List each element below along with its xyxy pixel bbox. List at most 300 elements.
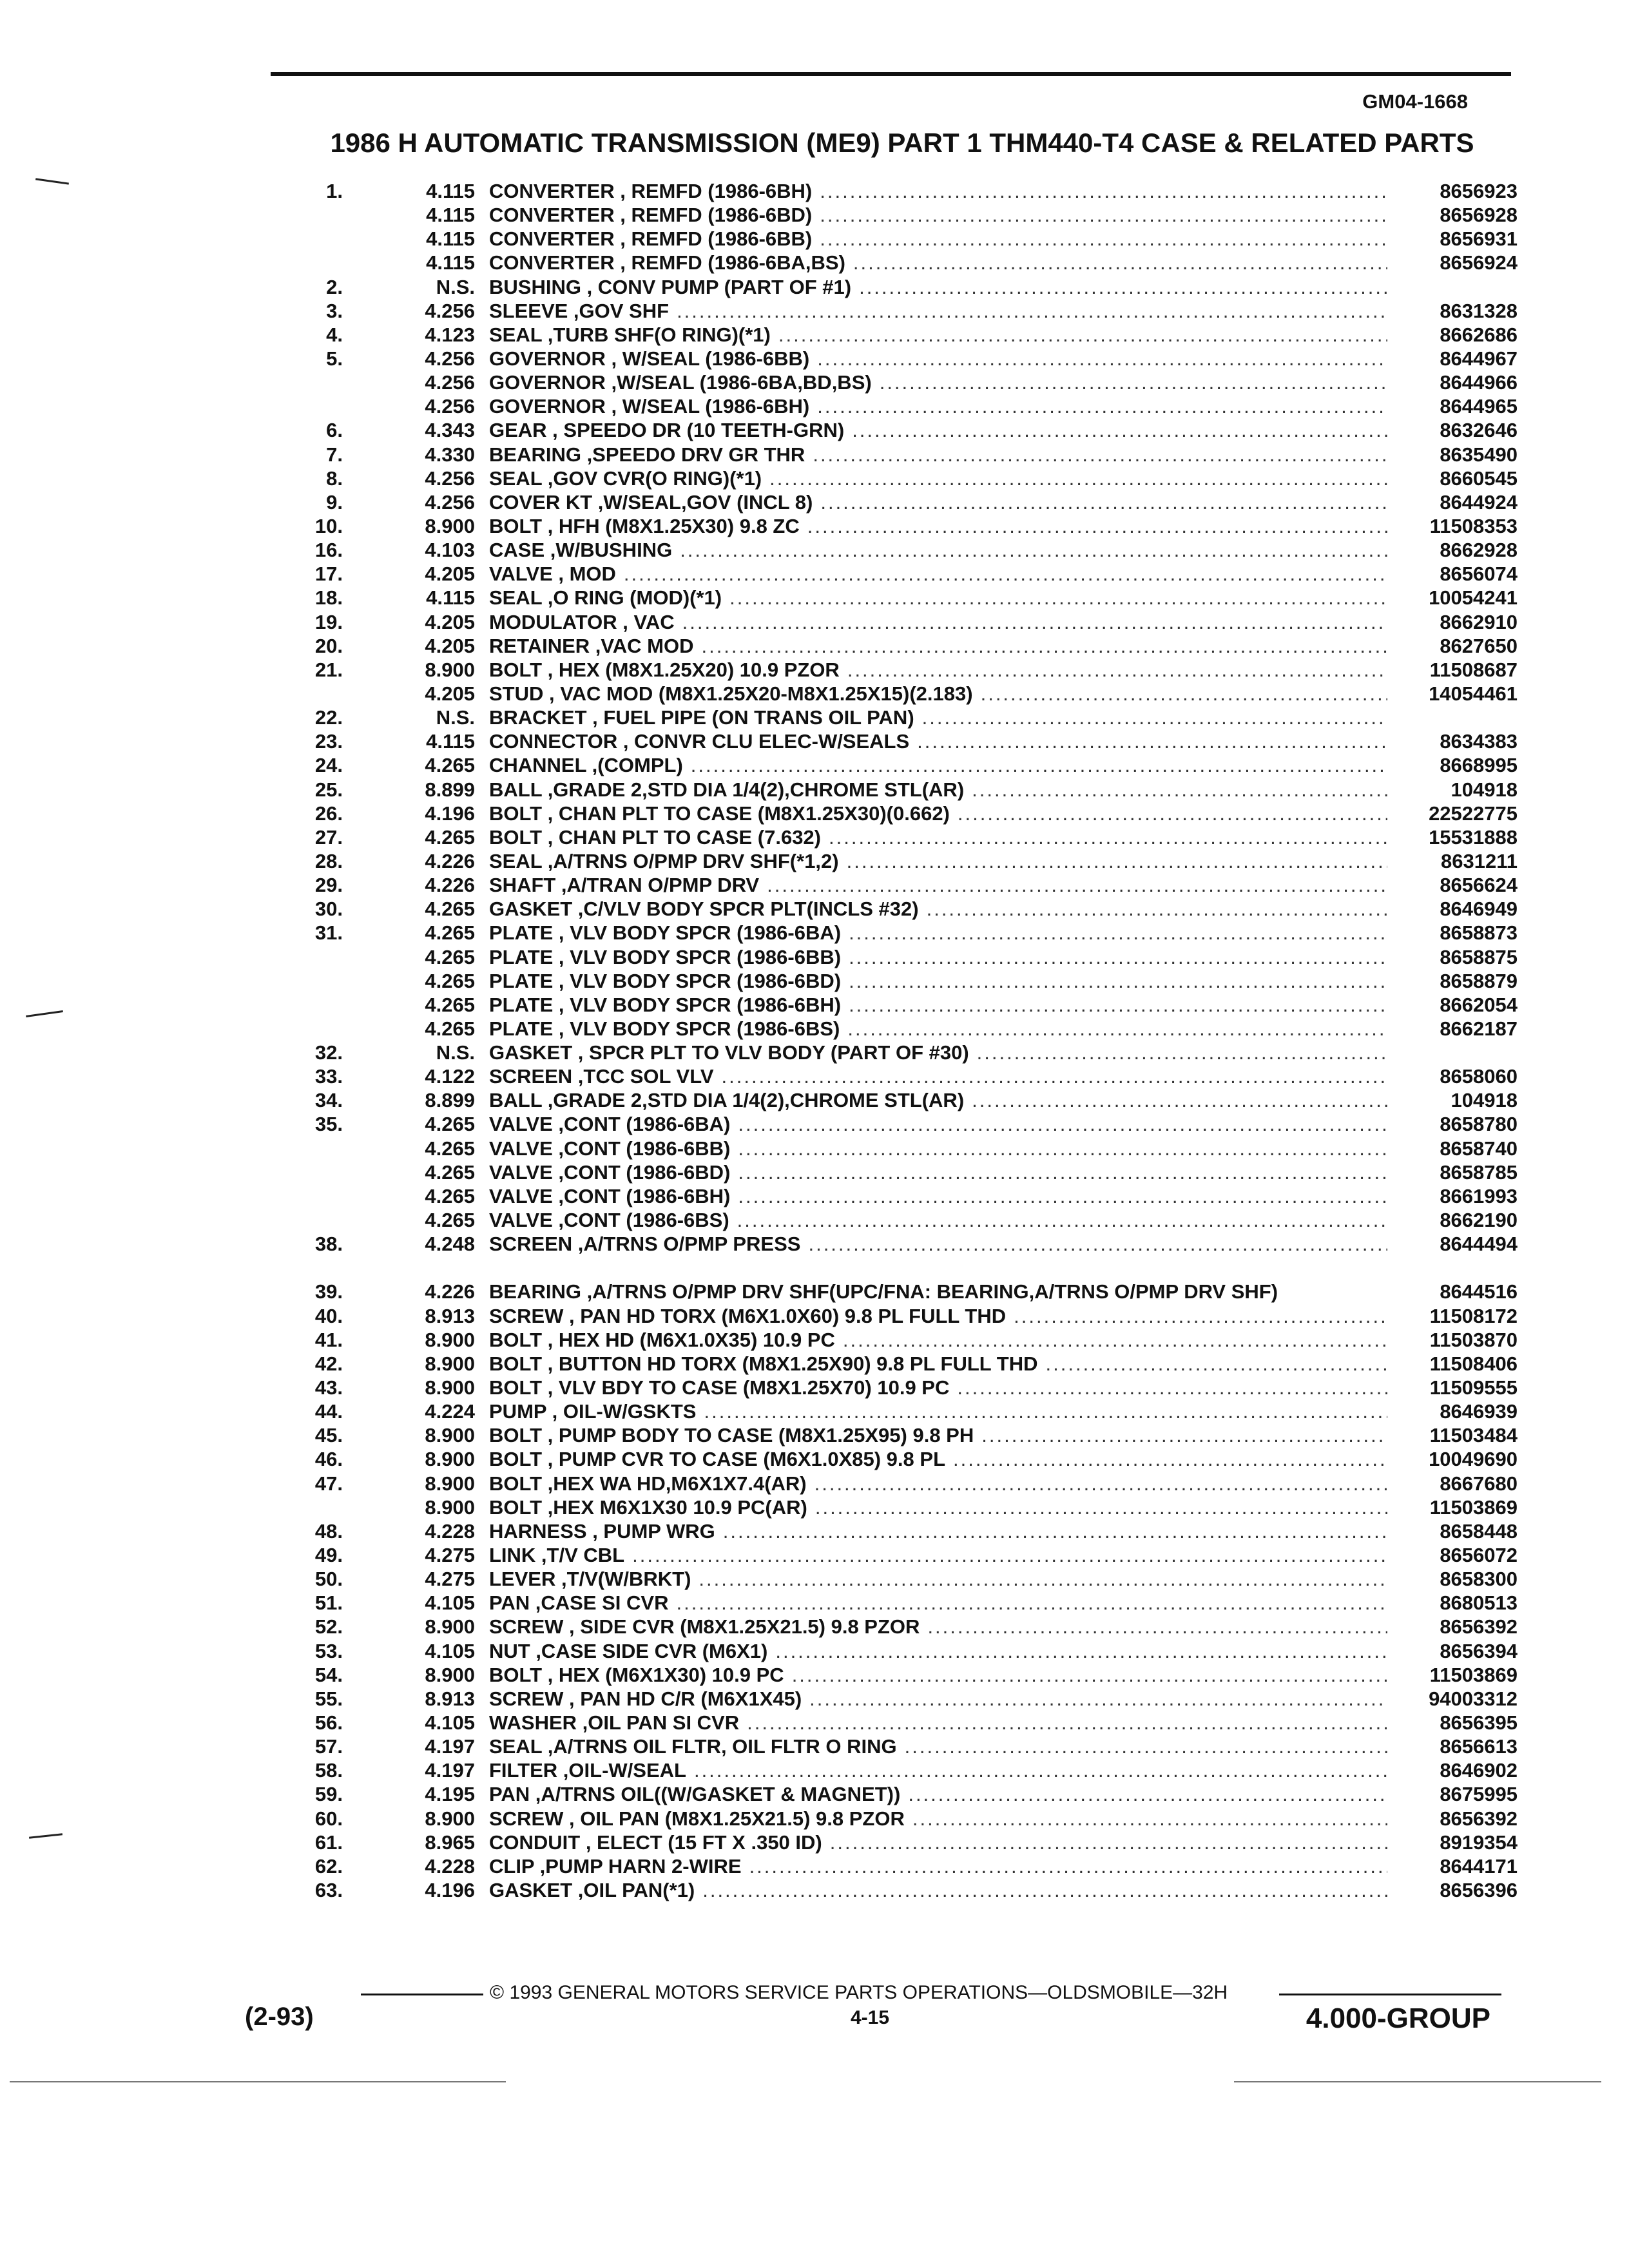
part-description: SEAL ,O RING (MOD)(*1) bbox=[489, 586, 722, 610]
description-cell bbox=[475, 275, 1395, 299]
leader-dots bbox=[694, 1758, 1387, 1782]
group-number: 8.900 bbox=[425, 1376, 475, 1399]
part-number: 8658448 bbox=[1440, 1519, 1518, 1542]
group-number: 4.105 bbox=[425, 1711, 475, 1735]
description-cell bbox=[475, 1735, 1395, 1758]
group-number: 4.115 bbox=[426, 586, 475, 610]
part-description: PAN ,A/TRNS OIL((W/GASKET & MAGNET)) bbox=[489, 1783, 901, 1806]
part-number: 8668995 bbox=[1440, 754, 1518, 777]
leader-dots bbox=[699, 1567, 1387, 1591]
part-number: 8661993 bbox=[1440, 1184, 1518, 1207]
description-cell bbox=[475, 969, 1395, 993]
part-row bbox=[271, 706, 1518, 729]
bottom-rule-left bbox=[10, 2081, 506, 2082]
group-number: 4.265 bbox=[425, 1184, 475, 1207]
part-row bbox=[271, 849, 1518, 873]
part-number: 8627650 bbox=[1440, 634, 1518, 657]
part-row bbox=[271, 1711, 1518, 1735]
part-number: 8656928 bbox=[1440, 204, 1518, 227]
description-cell bbox=[475, 1591, 1395, 1615]
document-id: GM04-1668 bbox=[1362, 90, 1468, 113]
part-row bbox=[271, 1184, 1518, 1208]
ref-number: 34. bbox=[314, 1089, 343, 1112]
part-row bbox=[271, 1472, 1518, 1495]
part-description: BRACKET , FUEL PIPE (ON TRANS OIL PAN) bbox=[489, 706, 914, 729]
part-row bbox=[271, 753, 1518, 777]
description-cell bbox=[475, 1831, 1395, 1854]
group-number: 8.900 bbox=[425, 1472, 475, 1495]
group-number: 4.123 bbox=[425, 323, 475, 346]
group-number: 4.115 bbox=[426, 180, 475, 202]
ref-number: 33. bbox=[314, 1065, 343, 1088]
description-cell bbox=[475, 1280, 1395, 1303]
part-description: PLATE , VLV BODY SPCR (1986-6BD) bbox=[489, 969, 842, 992]
part-description: BUSHING , CONV PUMP (PART OF #1) bbox=[489, 275, 852, 298]
group-number: 8.900 bbox=[425, 1424, 475, 1447]
group-number: 4.224 bbox=[425, 1400, 475, 1423]
part-row bbox=[271, 921, 1518, 945]
part-number: 8658300 bbox=[1440, 1568, 1518, 1591]
part-number: 8656072 bbox=[1440, 1544, 1518, 1567]
leader-dots bbox=[859, 275, 1387, 299]
description-cell bbox=[475, 1208, 1395, 1232]
group-number: 4.265 bbox=[425, 1160, 475, 1184]
leader-dots bbox=[849, 969, 1387, 993]
part-description: BOLT , HEX HD (M6X1.0X35) 10.9 PC bbox=[489, 1328, 835, 1351]
part-description: BOLT , HEX (M8X1.25X20) 10.9 PZOR bbox=[489, 658, 840, 681]
leader-dots bbox=[738, 1160, 1387, 1184]
part-description: BOLT ,HEX M6X1X30 10.9 PC(AR) bbox=[489, 1495, 807, 1519]
part-row bbox=[271, 466, 1518, 490]
part-description: BOLT ,HEX WA HD,M6X1X7.4(AR) bbox=[489, 1472, 807, 1495]
part-description: CONVERTER , REMFD (1986-6BD) bbox=[489, 204, 813, 227]
part-row bbox=[271, 1064, 1518, 1088]
group-number: 4.275 bbox=[425, 1568, 475, 1591]
part-number: 8658060 bbox=[1440, 1065, 1518, 1088]
leader-dots bbox=[792, 1663, 1387, 1687]
part-description: BOLT , CHAN PLT TO CASE (7.632) bbox=[489, 825, 821, 849]
ref-number: 43. bbox=[314, 1376, 343, 1399]
part-number: 8656924 bbox=[1440, 251, 1518, 274]
part-number: 8662686 bbox=[1440, 323, 1518, 346]
part-description: GOVERNOR , W/SEAL (1986-6BB) bbox=[489, 347, 810, 370]
footer-rule-left bbox=[361, 1994, 483, 1995]
part-row bbox=[271, 658, 1518, 682]
part-number: 8646939 bbox=[1440, 1400, 1518, 1423]
leader-dots bbox=[820, 179, 1387, 203]
ref-number: 7. bbox=[326, 443, 343, 466]
part-description: CASE ,W/BUSHING bbox=[489, 539, 673, 562]
group-label: 4.000-GROUP bbox=[1306, 2003, 1490, 2034]
group-number: 8.913 bbox=[425, 1687, 475, 1710]
description-cell bbox=[475, 1663, 1395, 1687]
part-description: PLATE , VLV BODY SPCR (1986-6BS) bbox=[489, 1017, 840, 1040]
description-cell bbox=[475, 729, 1395, 753]
parts-list bbox=[271, 179, 1518, 1902]
description-cell bbox=[475, 897, 1395, 921]
group-number: 8.900 bbox=[425, 1328, 475, 1351]
group-number: 4.265 bbox=[425, 993, 475, 1016]
ref-number: 54. bbox=[314, 1663, 343, 1686]
part-row bbox=[271, 993, 1518, 1017]
part-description: RETAINER ,VAC MOD bbox=[489, 634, 694, 657]
description-cell bbox=[475, 227, 1395, 251]
part-row bbox=[271, 1519, 1518, 1543]
group-number: 8.900 bbox=[425, 1448, 475, 1471]
description-cell bbox=[475, 1639, 1395, 1663]
ref-number: 4. bbox=[326, 323, 343, 346]
description-cell bbox=[475, 347, 1395, 370]
part-description: GASKET ,C/VLV BODY SPCR PLT(INCLS #32) bbox=[489, 898, 919, 921]
leader-dots bbox=[704, 1399, 1388, 1423]
description-cell bbox=[475, 562, 1395, 586]
group-number: 8.900 bbox=[425, 1352, 475, 1375]
part-number: 8656392 bbox=[1440, 1807, 1518, 1830]
leader-dots bbox=[958, 802, 1387, 825]
part-description: SEAL ,TURB SHF(O RING)(*1) bbox=[489, 323, 771, 346]
leader-dots bbox=[849, 921, 1387, 945]
part-row bbox=[271, 418, 1518, 442]
leader-dots bbox=[813, 443, 1387, 466]
leader-dots bbox=[815, 1495, 1387, 1519]
part-row bbox=[271, 394, 1518, 418]
leader-dots bbox=[767, 873, 1387, 897]
part-description: BOLT , PUMP BODY TO CASE (M8X1.25X95) 9.8 PH bbox=[489, 1424, 974, 1447]
leader-dots bbox=[747, 1711, 1387, 1735]
part-description: BOLT , CHAN PLT TO CASE (M8X1.25X30)(0.662) bbox=[489, 802, 950, 825]
part-row bbox=[271, 682, 1518, 706]
description-cell bbox=[475, 514, 1395, 538]
leader-dots bbox=[820, 490, 1387, 514]
leader-dots bbox=[1046, 1352, 1388, 1376]
group-number: 8.899 bbox=[425, 1089, 475, 1112]
leader-dots bbox=[817, 394, 1387, 418]
margin-mark bbox=[26, 1010, 63, 1017]
group-number: 4.256 bbox=[425, 466, 475, 490]
ref-number: 26. bbox=[314, 802, 343, 825]
group-number: 4.265 bbox=[425, 921, 475, 945]
part-description: VALVE ,CONT (1986-6BH) bbox=[489, 1184, 731, 1207]
part-row bbox=[271, 1017, 1518, 1041]
leader-dots bbox=[981, 682, 1387, 706]
ref-number: 57. bbox=[314, 1735, 343, 1758]
ref-number: 6. bbox=[326, 419, 343, 442]
leader-dots bbox=[847, 849, 1387, 873]
part-description: BALL ,GRADE 2,STD DIA 1/4(2),CHROME STL(AR) bbox=[489, 1089, 965, 1112]
leader-dots bbox=[972, 1088, 1387, 1112]
part-number: 8644516 bbox=[1440, 1280, 1518, 1303]
ref-number: 24. bbox=[314, 754, 343, 777]
part-number: 8658879 bbox=[1440, 969, 1518, 992]
description-cell bbox=[475, 1399, 1395, 1423]
part-row bbox=[271, 251, 1518, 274]
leader-dots bbox=[738, 1184, 1387, 1208]
description-cell bbox=[475, 466, 1395, 490]
part-description: GASKET ,OIL PAN(*1) bbox=[489, 1879, 695, 1901]
leader-dots bbox=[829, 825, 1387, 849]
part-description: GEAR , SPEEDO DR (10 TEETH-GRN) bbox=[489, 419, 845, 442]
part-row bbox=[271, 945, 1518, 969]
part-number: 8631211 bbox=[1441, 849, 1518, 872]
part-number: 11503870 bbox=[1429, 1328, 1518, 1351]
group-number: 4.205 bbox=[425, 634, 475, 657]
group-number: 4.226 bbox=[425, 849, 475, 872]
group-number: 4.196 bbox=[425, 802, 475, 825]
part-row bbox=[271, 1328, 1518, 1352]
group-number: 4.265 bbox=[425, 1017, 475, 1040]
description-cell bbox=[475, 490, 1395, 514]
group-number: 4.256 bbox=[425, 490, 475, 514]
part-description: BOLT , HEX (M6X1X30) 10.9 PC bbox=[489, 1663, 784, 1686]
part-row bbox=[271, 873, 1518, 897]
ref-number: 44. bbox=[314, 1400, 343, 1423]
leader-dots bbox=[981, 1423, 1387, 1447]
group-number: 4.226 bbox=[425, 874, 475, 897]
group-number: 4.248 bbox=[425, 1233, 475, 1256]
group-number: 4.205 bbox=[425, 562, 475, 586]
part-description: PLATE , VLV BODY SPCR (1986-6BH) bbox=[489, 993, 842, 1016]
part-description: LINK ,T/V CBL bbox=[489, 1544, 625, 1567]
ref-number: 35. bbox=[314, 1113, 343, 1136]
description-cell bbox=[475, 1304, 1395, 1328]
ref-number: 39. bbox=[314, 1280, 343, 1303]
group-number: 4.265 bbox=[425, 945, 475, 968]
group-number: 4.265 bbox=[425, 1209, 475, 1232]
leader-dots bbox=[843, 1328, 1387, 1352]
part-description: SCREEN ,A/TRNS O/PMP PRESS bbox=[489, 1233, 801, 1256]
part-row bbox=[271, 1663, 1518, 1687]
group-number: 4.115 bbox=[426, 227, 475, 251]
part-number: 94003312 bbox=[1429, 1687, 1518, 1710]
ref-number: 60. bbox=[314, 1807, 343, 1830]
part-row bbox=[271, 1831, 1518, 1854]
ref-number: 5. bbox=[326, 347, 343, 370]
group-number: 4.228 bbox=[425, 1519, 475, 1542]
part-number: 14054461 bbox=[1429, 682, 1518, 705]
part-description: BOLT , PUMP CVR TO CASE (M6X1.0X85) 9.8 PL bbox=[489, 1448, 946, 1471]
part-row bbox=[271, 1160, 1518, 1184]
description-cell bbox=[475, 299, 1395, 323]
part-description: CLIP ,PUMP HARN 2-WIRE bbox=[489, 1854, 742, 1878]
description-cell bbox=[475, 753, 1395, 777]
part-description: HARNESS , PUMP WRG bbox=[489, 1519, 715, 1542]
leader-dots bbox=[817, 347, 1387, 370]
part-description: NUT ,CASE SIDE CVR (M6X1) bbox=[489, 1639, 768, 1662]
part-description: CONVERTER , REMFD (1986-6BA,BS) bbox=[489, 251, 845, 274]
part-number: 8658785 bbox=[1440, 1160, 1518, 1184]
ref-number: 21. bbox=[314, 658, 343, 681]
ref-number: 16. bbox=[314, 539, 343, 562]
part-number: 8662910 bbox=[1440, 610, 1518, 633]
part-row bbox=[271, 1447, 1518, 1471]
part-row bbox=[271, 1758, 1518, 1782]
ref-number: 10. bbox=[314, 514, 343, 537]
part-row bbox=[271, 347, 1518, 370]
part-description: BOLT , BUTTON HD TORX (M8X1.25X90) 9.8 PL FULL THD bbox=[489, 1352, 1038, 1375]
part-row bbox=[271, 802, 1518, 825]
part-row bbox=[271, 1399, 1518, 1423]
description-cell bbox=[475, 802, 1395, 825]
group-number: 4.256 bbox=[425, 371, 475, 394]
part-description: SEAL ,A/TRNS O/PMP DRV SHF(*1,2) bbox=[489, 849, 839, 872]
header-rule bbox=[271, 72, 1511, 76]
description-cell bbox=[475, 1352, 1395, 1376]
leader-dots bbox=[905, 1735, 1387, 1758]
group-number: 4.195 bbox=[425, 1783, 475, 1806]
description-cell bbox=[475, 1232, 1395, 1256]
part-number: 8644965 bbox=[1440, 395, 1518, 418]
part-number: 8656923 bbox=[1440, 180, 1518, 202]
part-row bbox=[271, 370, 1518, 394]
ref-number: 3. bbox=[326, 299, 343, 322]
leader-dots bbox=[849, 993, 1387, 1017]
leader-dots bbox=[1014, 1304, 1387, 1328]
part-row bbox=[271, 1854, 1518, 1878]
part-row bbox=[271, 610, 1518, 634]
leader-dots bbox=[912, 1807, 1387, 1831]
part-number: 104918 bbox=[1451, 778, 1518, 801]
part-number: 8658875 bbox=[1440, 945, 1518, 968]
group-number: 8.900 bbox=[425, 1615, 475, 1639]
bottom-rule-right bbox=[1234, 2081, 1601, 2082]
ref-number: 20. bbox=[314, 634, 343, 657]
group-number: 4.122 bbox=[425, 1065, 475, 1088]
leader-dots bbox=[849, 945, 1387, 969]
leader-dots bbox=[972, 778, 1387, 802]
part-number: 11503869 bbox=[1429, 1663, 1518, 1686]
part-row bbox=[271, 490, 1518, 514]
ref-number: 45. bbox=[314, 1424, 343, 1447]
part-number: 8662187 bbox=[1440, 1017, 1518, 1040]
part-row bbox=[271, 299, 1518, 323]
description-cell bbox=[475, 634, 1395, 658]
part-number: 8634383 bbox=[1440, 730, 1518, 753]
part-number: 8658740 bbox=[1440, 1137, 1518, 1160]
part-row bbox=[271, 227, 1518, 251]
part-row bbox=[271, 1137, 1518, 1160]
leader-dots bbox=[624, 562, 1387, 586]
description-cell bbox=[475, 1687, 1395, 1711]
part-number: 8631328 bbox=[1440, 299, 1518, 322]
part-description: VALVE ,CONT (1986-6BS) bbox=[489, 1209, 729, 1232]
part-description: WASHER ,OIL PAN SI CVR bbox=[489, 1711, 740, 1735]
leader-dots bbox=[738, 1137, 1387, 1160]
group-number: N.S. bbox=[436, 275, 475, 298]
ref-number: 46. bbox=[314, 1448, 343, 1471]
description-cell bbox=[475, 921, 1395, 945]
part-row bbox=[271, 1423, 1518, 1447]
ref-number: 41. bbox=[314, 1328, 343, 1351]
part-number: 11509555 bbox=[1429, 1376, 1518, 1399]
description-cell bbox=[475, 1423, 1395, 1447]
part-number: 22522775 bbox=[1429, 802, 1518, 825]
ref-number: 59. bbox=[314, 1783, 343, 1806]
description-cell bbox=[475, 586, 1395, 610]
part-number: 8675995 bbox=[1440, 1783, 1518, 1806]
description-cell bbox=[475, 1854, 1395, 1878]
part-number: 8656613 bbox=[1440, 1735, 1518, 1758]
description-cell bbox=[475, 1137, 1395, 1160]
part-number: 8680513 bbox=[1440, 1591, 1518, 1615]
description-cell bbox=[475, 1017, 1395, 1041]
part-number: 11508406 bbox=[1429, 1352, 1518, 1375]
group-number: 4.256 bbox=[425, 395, 475, 418]
part-description: BALL ,GRADE 2,STD DIA 1/4(2),CHROME STL(AR) bbox=[489, 778, 965, 801]
part-description: VALVE , MOD bbox=[489, 562, 616, 586]
part-number: 8662054 bbox=[1440, 993, 1518, 1016]
part-description: CONNECTOR , CONVR CLU ELEC-W/SEALS bbox=[489, 730, 910, 753]
part-number: 11503484 bbox=[1429, 1424, 1518, 1447]
leader-dots bbox=[632, 1543, 1387, 1567]
revision-date: (2-93) bbox=[245, 2003, 314, 2031]
part-description: PUMP , OIL-W/GSKTS bbox=[489, 1400, 697, 1423]
ref-number: 42. bbox=[314, 1352, 343, 1375]
description-cell bbox=[475, 1615, 1395, 1639]
part-description: VALVE ,CONT (1986-6BD) bbox=[489, 1160, 731, 1184]
part-description: BOLT , VLV BDY TO CASE (M8X1.25X70) 10.9 PC bbox=[489, 1376, 950, 1399]
description-cell bbox=[475, 1758, 1395, 1782]
description-cell bbox=[475, 993, 1395, 1017]
part-description: BOLT , HFH (M8X1.25X30) 9.8 ZC bbox=[489, 514, 800, 537]
part-description: CONVERTER , REMFD (1986-6BH) bbox=[489, 180, 813, 202]
part-row bbox=[271, 323, 1518, 347]
leader-dots bbox=[722, 1064, 1387, 1088]
description-cell bbox=[475, 443, 1395, 466]
description-cell bbox=[475, 778, 1395, 802]
leader-dots bbox=[815, 1472, 1387, 1495]
part-number: 8644967 bbox=[1440, 347, 1518, 370]
part-number: 8644924 bbox=[1440, 490, 1518, 514]
group-number: 4.265 bbox=[425, 1137, 475, 1160]
part-row bbox=[271, 1352, 1518, 1376]
leader-dots bbox=[737, 1208, 1387, 1232]
part-description: STUD , VAC MOD (M8X1.25X20-M8X1.25X15)(2.183) bbox=[489, 682, 973, 705]
part-row bbox=[271, 778, 1518, 802]
description-cell bbox=[475, 1112, 1395, 1136]
part-row bbox=[271, 1782, 1518, 1806]
part-row bbox=[271, 897, 1518, 921]
part-row bbox=[271, 1304, 1518, 1328]
leader-dots bbox=[691, 753, 1387, 777]
description-cell bbox=[475, 1447, 1395, 1471]
ref-number: 38. bbox=[314, 1233, 343, 1256]
part-row bbox=[271, 969, 1518, 993]
part-row bbox=[271, 1232, 1518, 1256]
ref-number: 58. bbox=[314, 1759, 343, 1782]
leader-dots bbox=[927, 1615, 1387, 1639]
leader-dots bbox=[820, 203, 1387, 227]
description-cell bbox=[475, 1088, 1395, 1112]
part-number: 11508172 bbox=[1429, 1304, 1518, 1327]
part-description: LEVER ,T/V(W/BRKT) bbox=[489, 1568, 691, 1591]
part-number: 104918 bbox=[1451, 1089, 1518, 1112]
ref-number: 25. bbox=[314, 778, 343, 801]
part-description: PLATE , VLV BODY SPCR (1986-6BA) bbox=[489, 921, 842, 945]
ref-number: 61. bbox=[314, 1831, 343, 1854]
description-cell bbox=[475, 825, 1395, 849]
ref-number: 50. bbox=[314, 1568, 343, 1591]
group-number: N.S. bbox=[436, 706, 475, 729]
description-cell bbox=[475, 251, 1395, 274]
part-row bbox=[271, 586, 1518, 610]
part-description: CHANNEL ,(COMPL) bbox=[489, 754, 683, 777]
leader-dots bbox=[953, 1447, 1387, 1471]
part-row bbox=[271, 729, 1518, 753]
ref-number: 51. bbox=[314, 1591, 343, 1615]
ref-number: 28. bbox=[314, 849, 343, 872]
leader-dots bbox=[729, 586, 1387, 610]
part-description: MODULATOR , VAC bbox=[489, 610, 675, 633]
